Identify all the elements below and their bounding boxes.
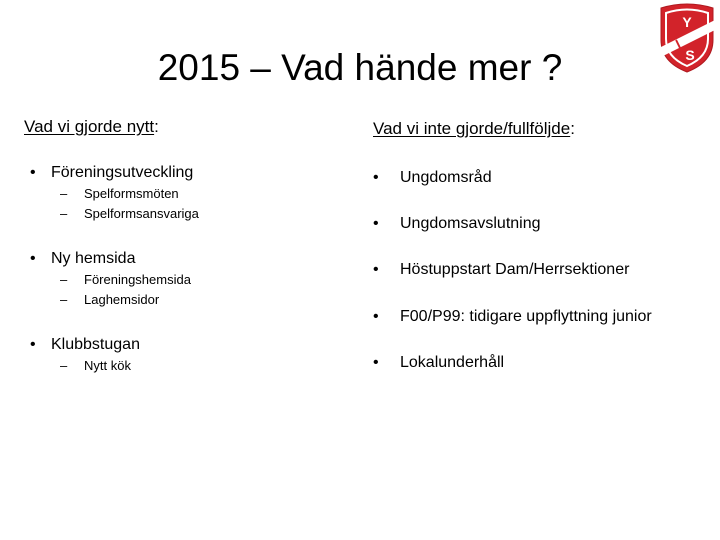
logo-letter-i: I bbox=[673, 36, 683, 52]
right-heading: Vad vi inte gjorde/fullföljde: bbox=[373, 119, 575, 138]
logo-letter-s: S bbox=[685, 47, 695, 63]
logo-letter-y: Y bbox=[682, 14, 692, 30]
club-logo bbox=[657, 2, 717, 74]
slide-title: 2015 – Vad hände mer ? bbox=[157, 47, 563, 88]
left-heading: Vad vi gjorde nytt: bbox=[24, 117, 159, 136]
